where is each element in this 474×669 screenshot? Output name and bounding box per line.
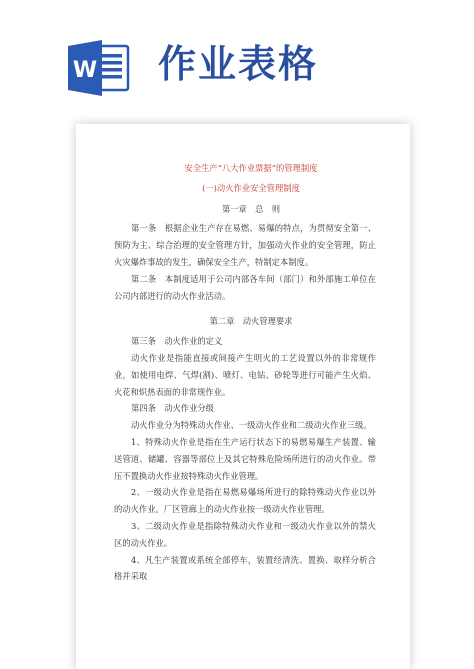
article-heading: 第三条 动火作业的定义 — [131, 336, 223, 347]
chapter-heading: 第二章 动火管理要求 — [209, 316, 293, 327]
page-title: 作业表格 — [158, 42, 319, 86]
article-heading: 第四条 动火作业分级 — [131, 403, 214, 414]
document-preview — [76, 124, 410, 669]
article-paragraph: 动火作业分为特殊动火作业、一级动火作业和二级动火作业三级。 — [131, 420, 372, 431]
document-title: 安全生产“八大作业票据”的管理制度 — [184, 163, 318, 173]
article-paragraph: 第一条 根据企业生产存在易燃、易爆的特点，为贯彻安全第一、预防为主、综合治理的安全管理方针，加强动火作业的安全管理，防止火灾爆炸事故的发生，确保安全生产，特制定本制度。 — [114, 223, 376, 267]
document-subtitle: (一)动火作业安全管理制度 — [202, 182, 300, 193]
list-item: 1、特殊动火作业是指在生产运行状态下的易燃易爆生产装置、输送管道、储罐、容器等部位上及其它特殊危险场所进行的动火作业。带压不置换动火作业按特殊动火作业管理。 — [114, 436, 376, 481]
list-item: 2、一级动火作业是指在易燃易爆场所进行的除特殊动火作业以外的动火作业。厂区管廊上的动火作业按一级动火作业管理。 — [114, 487, 376, 515]
chapter-heading: 第一章 总 则 — [221, 203, 281, 214]
list-item: 4、凡生产装置或系统全部停车，装置经清洗、置换、取样分析合格并采取 — [114, 554, 376, 582]
list-item: 3、二级动火作业是指除特殊动火作业和一级动火作业以外的禁火区的动火作业。 — [114, 520, 376, 548]
article-paragraph: 动火作业是指能直接或间接产生明火的工艺设置以外的非常规作业，如使用电焊、气焊(割)、喷灯、电钻、砂轮等进行可能产生火焰、火花和炽热表面的非常规作业。 — [114, 352, 376, 397]
microsoft-word-icon — [68, 40, 130, 96]
article-paragraph: 第二条 本制度适用于公司内部各车间（部门）和外部施工单位在公司内部进行的动火作业活动。 — [114, 273, 376, 301]
svg-text:W: W — [72, 58, 98, 83]
document-body — [114, 160, 376, 585]
header-banner — [0, 0, 474, 130]
